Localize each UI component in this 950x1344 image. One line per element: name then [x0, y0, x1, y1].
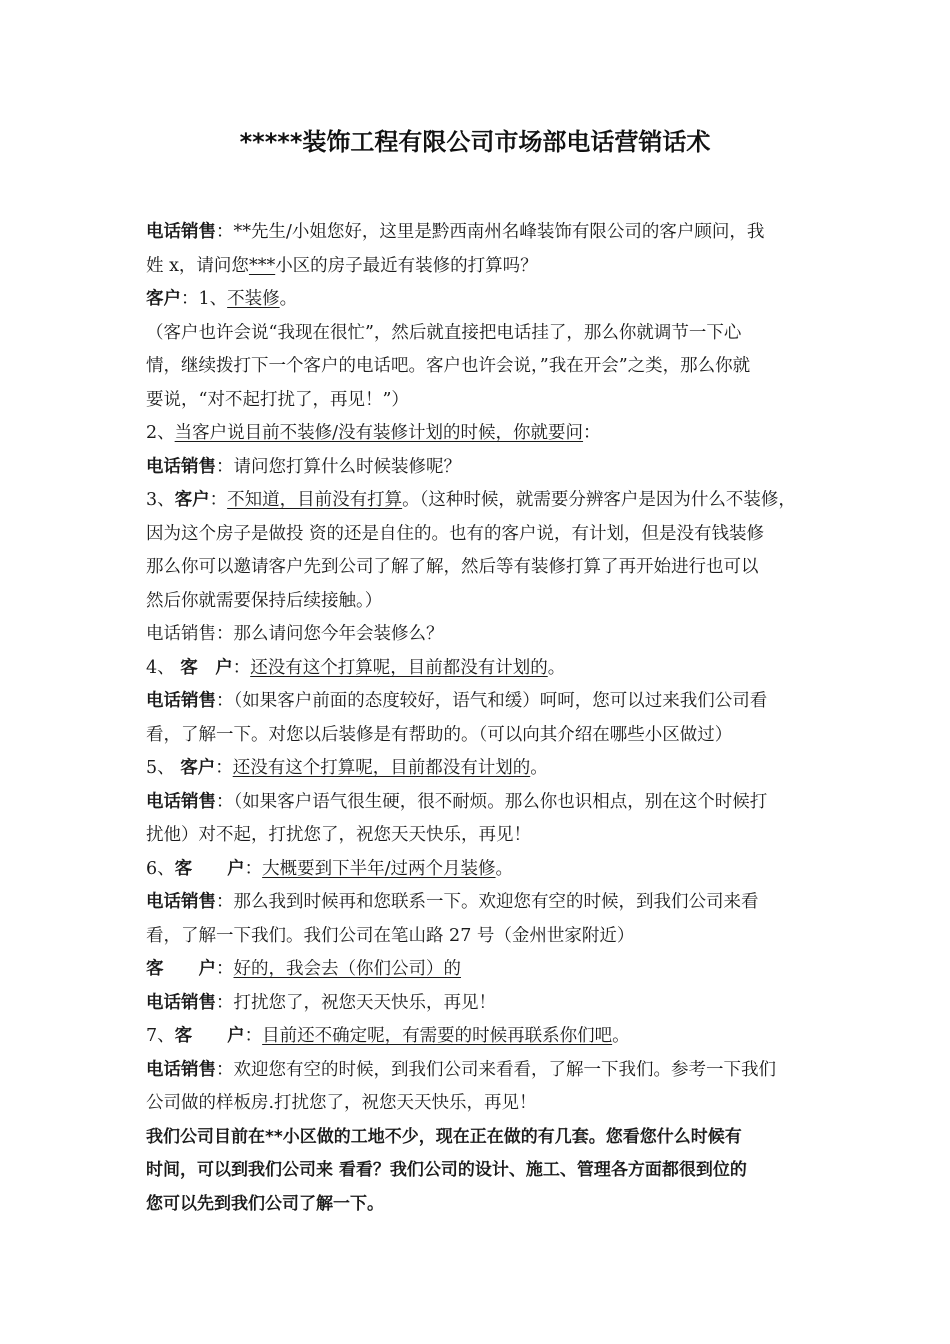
paragraph-line	[146, 786, 818, 820]
paragraph-line	[146, 685, 818, 719]
paragraph-line: 因为这个房子是做投 资的还是自住的。也有的客户说，有计划，但是没有钱装修	[146, 523, 765, 544]
paragraph-line	[146, 752, 818, 786]
line-text: 。	[495, 858, 514, 879]
paragraph-line: 看，了解一下我们。我们公司在笔山路 27 号（金州世家附近）	[146, 925, 635, 946]
speaker-customer: 客 户	[146, 959, 216, 979]
paragraph-line	[146, 283, 818, 317]
paragraph-line: 扰他）对不起，打扰您了，祝您天天快乐，再见！	[146, 825, 531, 845]
line-text: 。	[530, 758, 548, 778]
paragraph-line	[146, 484, 818, 518]
line-text: ：	[244, 858, 263, 879]
line-text: 。	[547, 657, 566, 678]
paragraph-line	[146, 652, 818, 686]
line-text: 。	[279, 289, 298, 309]
underlined-text: 大概要到下半年/过两个月装修	[262, 858, 496, 879]
paragraph-line	[146, 853, 818, 887]
speaker-sales: 电话销售	[146, 222, 216, 242]
line-text: ：那么我到时候再和您联系一下。欢迎您有空的时候，到我们公司来看	[216, 892, 759, 912]
line-text: 3、	[146, 490, 175, 510]
underlined-text: ***	[248, 255, 276, 276]
speaker-customer: 客 户	[180, 657, 233, 678]
line-text: ：打扰您了，祝您天天快乐，再见！	[216, 992, 496, 1013]
paragraph-line	[146, 216, 818, 250]
line-text: ：	[244, 1026, 263, 1046]
line-text: ：	[209, 490, 228, 510]
line-text: ：	[583, 423, 601, 443]
paragraph-line	[146, 953, 818, 987]
underlined-text: 不装修	[227, 289, 280, 309]
underlined-text: 当客户说目前不装修/没有装修计划的时候，你就要问	[174, 423, 584, 443]
paragraph-line: （客户也许会说“我现在很忙”，然后就直接把电话挂了，那么你就调节一下心	[146, 322, 742, 343]
paragraph-line	[146, 1054, 818, 1088]
paragraph-line: 看，了解一下。对您以后装修是有帮助的。（可以向其介绍在哪些小区做过）	[146, 724, 733, 745]
line-text: ：**先生/小姐您好，这里是黔西南州名峰装饰有限公司的客户顾问，我	[216, 222, 765, 242]
paragraph-line	[146, 451, 818, 485]
line-text: 姓 x，请问您	[146, 255, 249, 276]
underlined-text: 目前还不确定呢，有需要的时候再联系你们吧	[262, 1026, 613, 1046]
bold-paragraph-line: 您可以先到我们公司了解一下。	[146, 1193, 384, 1214]
line-text: 7、	[146, 1026, 175, 1046]
document-title: *****装饰工程有限公司市场部电话营销话术	[239, 128, 711, 156]
line-text: 。（这种时候，就需要分辨客户是因为什么不装修，	[402, 490, 796, 510]
underlined-text: 不知道，目前没有打算	[227, 490, 403, 510]
line-text: ：	[232, 657, 251, 678]
paragraph-line	[146, 987, 818, 1021]
line-text: ：	[215, 758, 233, 778]
underlined-text: 还没有这个打算呢，目前都没有计划的	[250, 657, 548, 678]
line-text: 5、	[146, 758, 181, 778]
speaker-customer: 客 户	[174, 858, 245, 879]
line-text: 小区的房子最近有装修的打算吗？	[275, 255, 538, 276]
paragraph-line: 情，继续拨打下一个客户的电话吧。客户也许会说，”我在开会”之类，那么你就	[146, 356, 751, 376]
paragraph-line	[146, 250, 818, 284]
paragraph-line: 电话销售：那么请问您今年会装修么？	[146, 624, 444, 644]
paragraph-line	[146, 1020, 818, 1054]
line-text: ：欢迎您有空的时候，到我们公司来看看，了解一下我们。参考一下我们	[216, 1059, 776, 1080]
paragraph-line: 公司做的样板房.打扰您了，祝您天天快乐，再见！	[146, 1093, 537, 1113]
speaker-sales: 电话销售	[146, 791, 216, 812]
bold-paragraph-line: 时间，可以到我们公司来 看看？我们公司的设计、施工、管理各方面都很到位的	[146, 1160, 747, 1180]
paragraph-line: 要说，“对不起打扰了，再见！”）	[146, 389, 409, 410]
speaker-sales: 电话销售	[146, 1059, 216, 1080]
line-text: 2、	[146, 423, 175, 443]
paragraph-line	[146, 417, 818, 451]
line-text: ：请问您打算什么时候装修呢？	[216, 456, 461, 477]
line-text: 。	[612, 1026, 630, 1046]
bold-paragraph-line: 我们公司目前在**小区做的工地不少，现在正在做的有几套。您看您什么时候有	[146, 1126, 742, 1147]
line-text: ：（如果客户语气很生硬，很不耐烦。那么你也识相点，别在这个时候打	[216, 791, 768, 812]
paragraph-line: 那么你可以邀请客户先到公司了解了解，然后等有装修打算了再开始进行也可以	[146, 557, 759, 577]
line-text: ：1、	[181, 289, 228, 309]
document-body	[146, 216, 818, 1221]
underlined-text: 好的，我会去（你们公司）的	[233, 959, 461, 979]
line-text: ：（如果客户前面的态度较好，语气和缓）呵呵，您可以过来我们公司看	[216, 691, 768, 711]
paragraph-line: 然后你就需要保持后续接触。）	[146, 590, 383, 611]
speaker-customer: 客户	[180, 758, 216, 778]
line-text: 4、	[146, 657, 181, 678]
speaker-customer: 客户	[174, 490, 210, 510]
speaker-sales: 电话销售	[146, 691, 216, 711]
speaker-customer: 客 户	[174, 1026, 245, 1046]
speaker-sales: 电话销售	[146, 456, 216, 477]
underlined-text: 还没有这个打算呢，目前都没有计划的	[232, 758, 531, 778]
paragraph-line	[146, 886, 818, 920]
speaker-sales: 电话销售	[146, 992, 216, 1013]
speaker-sales: 电话销售	[146, 892, 216, 912]
speaker-customer: 客户	[146, 289, 181, 309]
line-text: 6、	[146, 858, 175, 879]
line-text: ：	[216, 959, 234, 979]
